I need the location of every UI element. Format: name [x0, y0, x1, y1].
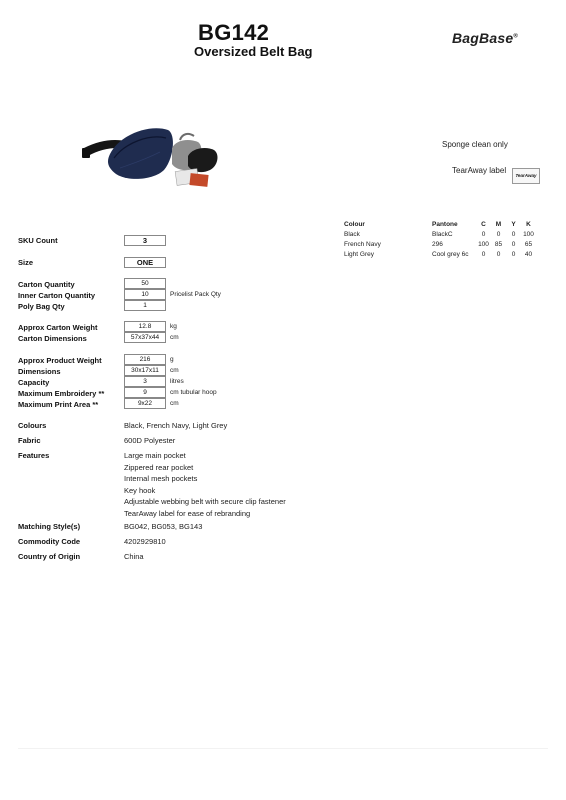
capacity-unit: litres — [170, 378, 184, 385]
poly-bag-qty-label: Poly Bag Qty — [18, 302, 65, 311]
country-of-origin-value: China — [124, 552, 144, 561]
pantone-table-header — [344, 220, 536, 230]
size-label: Size — [18, 258, 34, 267]
brand-logo-text: BagBase — [452, 30, 514, 46]
inner-carton-quantity-label: Inner Carton Quantity — [18, 291, 96, 300]
product-name: Oversized Belt Bag — [194, 44, 313, 59]
pantone-code: Cool grey 6c — [432, 251, 469, 258]
pantone-m: 85 — [494, 241, 503, 248]
brand-logo — [452, 30, 518, 46]
colours-label: Colours — [18, 421, 47, 430]
carton-dimensions-label: Carton Dimensions — [18, 334, 87, 343]
commodity-code-label: Commodity Code — [18, 537, 81, 546]
fabric-label: Fabric — [18, 436, 41, 445]
pantone-c: 100 — [478, 241, 489, 248]
pantone-header-c: C — [481, 221, 486, 228]
fabric-value: 600D Polyester — [124, 436, 176, 445]
care-sponge-clean: Sponge clean only — [442, 140, 508, 149]
sku-count-label: SKU Count — [18, 236, 58, 245]
pantone-header-pantone: Pantone — [432, 221, 458, 228]
list-item: Adjustable webbing belt with secure clip fastener — [124, 497, 286, 506]
carton-quantity-label: Carton Quantity — [18, 280, 75, 289]
list-item: TearAway label for ease of rebranding — [124, 508, 251, 518]
pantone-m: 0 — [496, 231, 501, 238]
product-image — [80, 118, 230, 198]
tearaway-label-icon: TearAway — [512, 168, 540, 184]
pantone-k: 100 — [523, 231, 534, 238]
pantone-y: 0 — [511, 231, 516, 238]
pantone-header-y: Y — [511, 221, 516, 228]
max-print-area-unit: cm — [170, 400, 179, 407]
table-row — [344, 250, 536, 260]
carton-weight-value: 12.8 — [124, 321, 166, 332]
carton-weight-label: Approx Carton Weight — [18, 323, 98, 332]
pantone-colour: Light Grey — [344, 251, 374, 258]
inner-carton-quantity-value: 10 — [124, 289, 166, 300]
poly-bag-qty-value: 1 — [124, 300, 166, 311]
sku-count-value: 3 — [124, 235, 166, 246]
dimensions-label: Dimensions — [18, 367, 61, 376]
pantone-table — [344, 220, 536, 260]
carton-quantity-value: 50 — [124, 278, 166, 289]
carton-dimensions-unit: cm — [170, 334, 179, 341]
carton-dimensions-value: 57x37x44 — [124, 332, 166, 343]
max-print-area-value: 9x22 — [124, 398, 166, 409]
pantone-k: 40 — [524, 251, 533, 258]
features-label: Features — [18, 451, 50, 460]
max-embroidery-unit: cm tubular hoop — [170, 389, 217, 396]
matching-styles-value: BG042, BG053, BG143 — [124, 522, 203, 531]
list-item: Internal mesh pockets — [124, 474, 198, 483]
pantone-header-colour: Colour — [344, 221, 365, 228]
capacity-label: Capacity — [18, 378, 50, 387]
pantone-code: BlackC — [432, 231, 453, 238]
max-embroidery-label: Maximum Embroidery ** — [18, 389, 105, 398]
country-of-origin-label: Country of Origin — [18, 552, 81, 561]
brand-registered-mark: ® — [513, 33, 518, 40]
pantone-c: 0 — [481, 251, 486, 258]
pantone-colour: French Navy — [344, 241, 381, 248]
pantone-c: 0 — [481, 231, 486, 238]
pantone-colour: Black — [344, 231, 360, 238]
pantone-k: 65 — [524, 241, 533, 248]
list-item: Key hook — [124, 485, 156, 495]
list-item: Large main pocket — [124, 451, 186, 460]
commodity-code-value: 4202929810 — [124, 537, 166, 546]
care-tearaway-label: TearAway label — [452, 166, 507, 175]
pantone-header-k: K — [526, 221, 531, 228]
colours-value: Black, French Navy, Light Grey — [124, 421, 228, 430]
dimensions-value: 30x17x11 — [124, 365, 166, 376]
product-code: BG142 — [198, 20, 270, 45]
product-weight-label: Approx Product Weight — [18, 356, 102, 365]
max-embroidery-value: 9 — [124, 387, 166, 398]
pantone-y: 0 — [511, 251, 516, 258]
pantone-code: 296 — [432, 241, 443, 248]
size-value: ONE — [124, 257, 166, 268]
dimensions-unit: cm — [170, 367, 179, 374]
matching-styles-label: Matching Style(s) — [18, 522, 81, 531]
product-weight-value: 216 — [124, 354, 166, 365]
pricelist-pack-note: Pricelist Pack Qty — [170, 291, 221, 298]
carton-weight-unit: kg — [170, 323, 177, 330]
table-row — [344, 240, 536, 250]
footer-divider — [18, 748, 548, 749]
table-row — [344, 230, 536, 240]
pantone-m: 0 — [496, 251, 501, 258]
pantone-y: 0 — [511, 241, 516, 248]
product-weight-unit: g — [170, 356, 174, 363]
list-item: Zippered rear pocket — [124, 462, 194, 472]
pantone-header-m: M — [495, 221, 502, 228]
capacity-value: 3 — [124, 376, 166, 387]
max-print-area-label: Maximum Print Area ** — [18, 400, 99, 409]
